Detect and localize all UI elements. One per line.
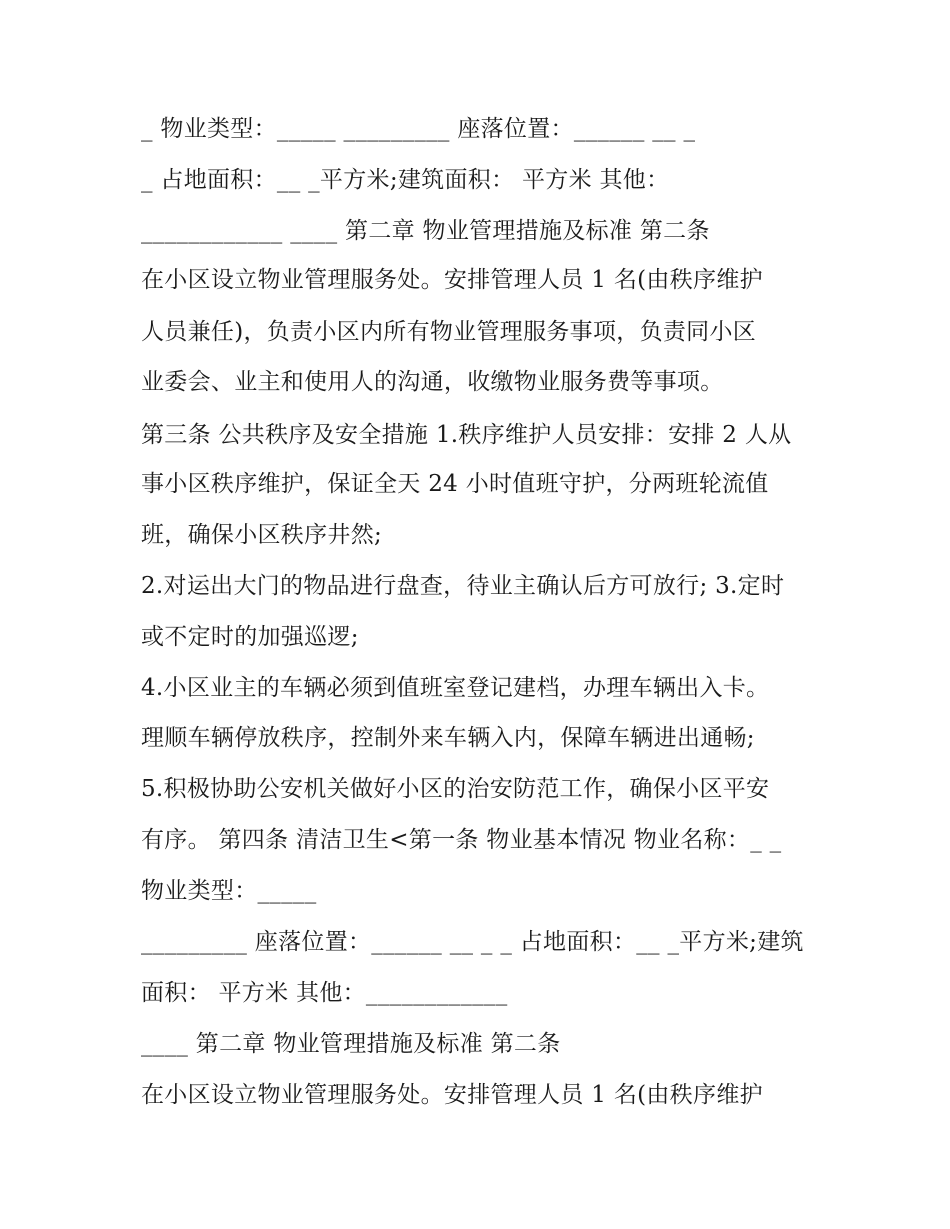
text-line: ____ 第二章 物业管理措施及标准 第二条 — [141, 1031, 561, 1057]
text-line: 5.积极协助公安机关做好小区的治安防范工作，确保小区平安 — [141, 776, 770, 802]
text-line: 或不定时的加强巡逻; — [141, 624, 359, 650]
text-line: 物业类型：_____ — [141, 878, 317, 904]
text-line: 理顺车辆停放秩序，控制外来车辆入内，保障车辆进出通畅; — [141, 725, 755, 751]
text-line: 4.小区业主的车辆必须到值班室登记建档，办理车辆出入卡。 — [141, 675, 770, 701]
text-line: _ 占地面积：__ _平方米;建筑面积： 平方米 其他： — [141, 167, 670, 193]
text-line: ____________ ____ 第二章 物业管理措施及标准 第二条 — [141, 218, 710, 244]
text-line: _________ 座落位置：______ __ _ _ 占地面积：__ _平方米;建筑 — [141, 929, 804, 955]
text-line: 人员兼任)，负责小区内所有物业管理服务事项，负责同小区 — [141, 319, 757, 345]
text-line: 班，确保小区秩序井然; — [141, 522, 383, 548]
text-line: 2.对运出大门的物品进行盘查，待业主确认后方可放行; 3.定时 — [141, 573, 785, 599]
text-line: 第三条 公共秩序及安全措施 1.秩序维护人员安排：安排 2 人从 — [141, 422, 792, 448]
text-line: 业委会、业主和使用人的沟通，收缴物业服务费等事项。 — [141, 369, 724, 395]
text-line: 有序。 第四条 清洁卫生<第一条 物业基本情况 物业名称：_ _ — [141, 827, 782, 853]
text-line: 在小区设立物业管理服务处。安排管理人员 1 名(由秩序维护 — [141, 267, 763, 293]
text-line: _ 物业类型：_____ _________ 座落位置：______ __ _ — [141, 116, 696, 142]
text-line: 事小区秩序维护，保证全天 24 小时值班守护，分两班轮流值 — [141, 471, 769, 497]
text-line: 在小区设立物业管理服务处。安排管理人员 1 名(由秩序维护 — [141, 1082, 763, 1108]
text-line: 面积： 平方米 其他：____________ — [141, 980, 508, 1006]
